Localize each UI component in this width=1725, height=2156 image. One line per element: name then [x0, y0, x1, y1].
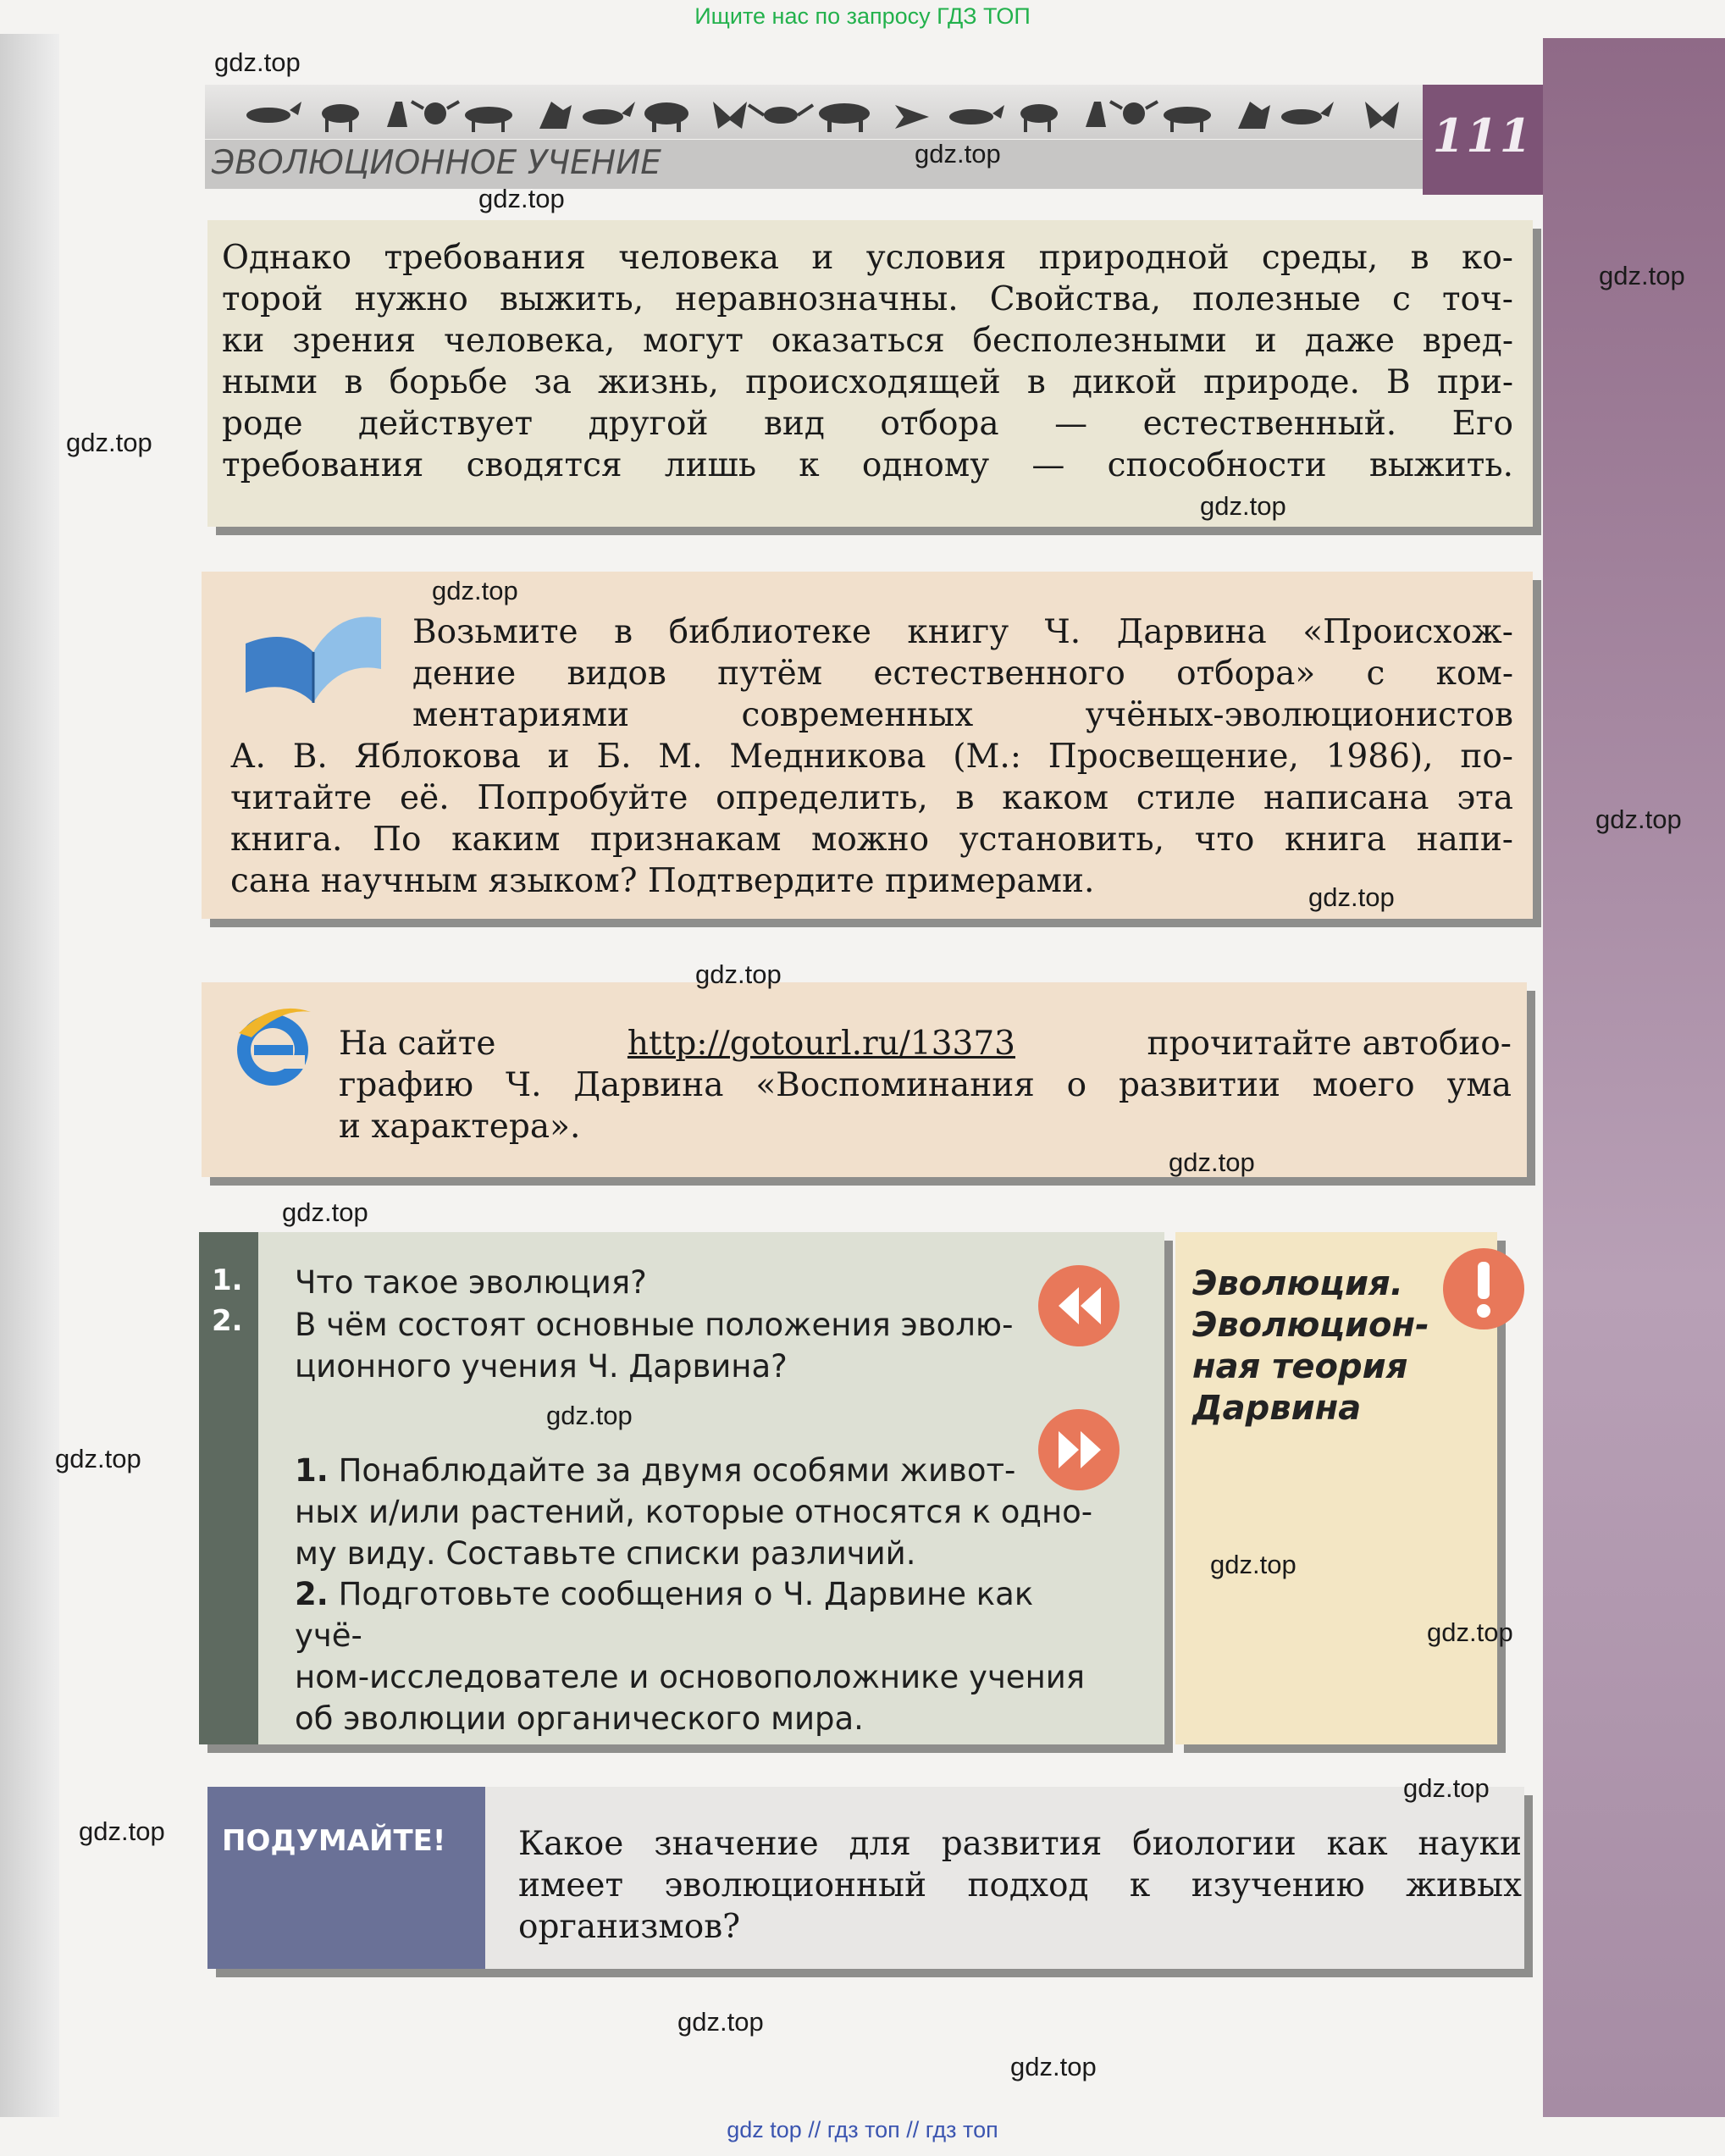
- question-line: В чём состоят основные положения эволю-: [295, 1307, 1014, 1343]
- think-label-box: [207, 1787, 485, 1969]
- web-task-line-3: и характера».: [339, 1108, 581, 1146]
- review-question-1: Что такое эволюция?: [295, 1264, 647, 1301]
- paragraph-line: требования сводятся лишь к одному — способности выжить.: [222, 446, 1513, 484]
- browser-e-icon: [230, 999, 315, 1096]
- watermark: gdz.top: [66, 428, 152, 457]
- task-line: об эволюции органического мира.: [295, 1700, 864, 1737]
- book-task-line: читайте её. Попробуйте определить, в каком стиле написана эта: [230, 779, 1513, 817]
- watermark: gdz.top: [282, 1197, 368, 1227]
- open-book-icon: [237, 593, 390, 715]
- bottom-banner[interactable]: gdz top // гдз топ // гдз топ: [727, 2117, 998, 2142]
- page-number: 111: [1432, 108, 1534, 163]
- task-line-text: Подготовьте сообщения о Ч. Дарвине как учё-: [295, 1576, 1034, 1654]
- animal-silhouettes-icon: [205, 85, 1423, 139]
- watermark: gdz.top: [1427, 1617, 1513, 1647]
- task-line: [295, 1450, 1108, 1491]
- web-task-suffix: прочитайте автобио-: [1147, 1025, 1512, 1063]
- review-question-2: [295, 1304, 1013, 1387]
- page-gutter: [0, 34, 59, 2117]
- term-line: Дарвина: [1192, 1389, 1362, 1428]
- top-banner[interactable]: Ищите нас по запросу ГДЗ ТОП: [694, 3, 1031, 29]
- gotourl-link[interactable]: http://gotourl.ru/13373: [627, 1025, 1015, 1063]
- task-number: 1.: [295, 1452, 329, 1489]
- think-line: организмов?: [518, 1908, 741, 1946]
- book-task-line: ментариями современных учёных-эволюционистов: [412, 696, 1513, 734]
- web-task-line-2: графию Ч. Дарвина «Воспоминания о развитии моего ума: [339, 1066, 1512, 1104]
- question-number: 1.: [212, 1263, 243, 1297]
- watermark: gdz.top: [695, 959, 782, 989]
- task-line: [295, 1573, 1108, 1656]
- task-line-text: Понаблюдайте за двумя особями живот-: [338, 1452, 1016, 1489]
- paragraph-line: ными в борьбе за жизнь, происходящей в дикой природе. В при-: [222, 363, 1513, 401]
- watermark: gdz.top: [915, 139, 1001, 169]
- watermark: gdz.top: [1599, 261, 1685, 290]
- term-line: Эволюцион-: [1192, 1306, 1429, 1345]
- think-label: ПОДУМАЙТЕ!: [222, 1824, 446, 1858]
- watermark: gdz.top: [1595, 804, 1682, 834]
- task-number: 2.: [295, 1576, 329, 1612]
- book-task-line: сана научным языком? Подтвердите примерами.: [230, 862, 1095, 900]
- practical-task-2: [295, 1573, 1108, 1739]
- term-line: ная теория: [1192, 1347, 1408, 1386]
- practical-task-1: [295, 1450, 1108, 1574]
- side-color-bar: [1543, 38, 1725, 2117]
- question-number: 2.: [212, 1304, 243, 1338]
- selection-paragraph: [222, 237, 1513, 486]
- think-line: Какое значение для развития биологии как науки: [518, 1825, 1522, 1863]
- watermark: gdz.top: [432, 576, 518, 605]
- exclamation-icon: [1440, 1245, 1528, 1336]
- task-line: ных и/или растений, которые относятся к одно-: [295, 1494, 1093, 1530]
- watermark: gdz.top: [1010, 2052, 1097, 2081]
- term-line: Эволюция.: [1192, 1264, 1403, 1303]
- book-task-line: книга. По каким признакам можно установить, что книга напи-: [230, 821, 1513, 859]
- book-task-text-bottom: [230, 736, 1513, 902]
- watermark: gdz.top: [478, 184, 565, 213]
- web-task-line-1: [339, 1023, 1512, 1064]
- key-terms: [1192, 1263, 1429, 1429]
- paragraph-line: роде действует другой вид отбора — естественный. Его: [222, 405, 1513, 443]
- section-title: ЭВОЛЮЦИОННОЕ УЧЕНИЕ: [212, 144, 661, 182]
- book-task-text-top: [412, 611, 1513, 736]
- question-line: ционного учения Ч. Дарвина?: [295, 1348, 788, 1385]
- watermark: gdz.top: [1210, 1550, 1297, 1579]
- watermark: gdz.top: [546, 1401, 633, 1430]
- watermark: gdz.top: [1308, 882, 1395, 912]
- watermark: gdz.top: [677, 2007, 764, 2037]
- book-task-line: А. В. Яблокова и Б. М. Медникова (М.: Просвещение, 1986), по-: [230, 738, 1513, 776]
- paragraph-line: торой нужно выжить, неравнозначны. Свойства, полезные с точ-: [222, 280, 1513, 318]
- animal-silhouette-strip: [205, 85, 1423, 139]
- paragraph-line: Однако требования человека и условия природной среды, в ко-: [222, 239, 1513, 277]
- think-question: [518, 1823, 1522, 1948]
- task-line: му виду. Составьте списки различий.: [295, 1535, 916, 1572]
- watermark: gdz.top: [79, 1816, 165, 1846]
- book-task-line: дение видов путём естественного отбора» с ком-: [412, 655, 1513, 693]
- book-task-line: Возьмите в библиотеке книгу Ч. Дарвина «Происхож-: [412, 613, 1513, 651]
- watermark: gdz.top: [1200, 491, 1286, 521]
- watermark: gdz.top: [214, 47, 301, 77]
- think-line: имеет эволюционный подход к изучению живых: [518, 1866, 1522, 1904]
- watermark: gdz.top: [55, 1444, 141, 1473]
- watermark: gdz.top: [1169, 1147, 1255, 1177]
- web-task-text: [339, 1023, 1512, 1147]
- watermark: gdz.top: [1403, 1773, 1490, 1803]
- paragraph-line: ки зрения человека, могут оказаться бесполезными и даже вред-: [222, 322, 1513, 360]
- task-line: ном-исследователе и основоположнике учения: [295, 1659, 1086, 1695]
- rewind-icon[interactable]: [1035, 1262, 1124, 1354]
- web-task-prefix: На сайте: [339, 1025, 496, 1063]
